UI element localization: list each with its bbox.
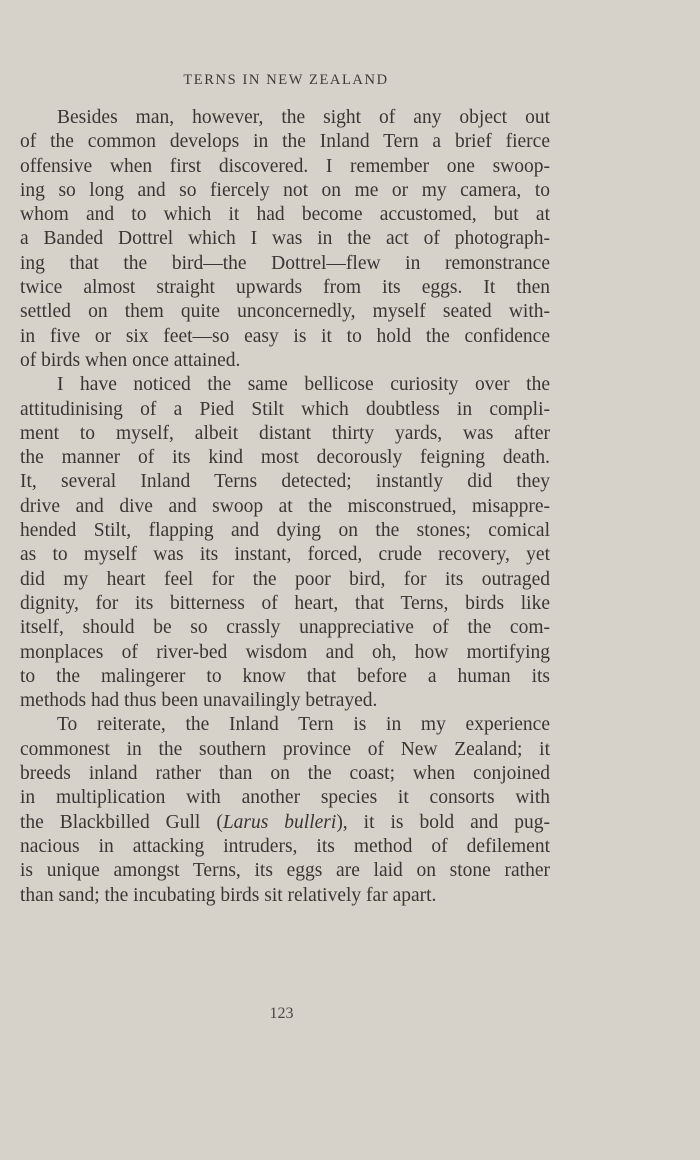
text-line: monplaces of river-bed wisdom and oh, how mortifying: [20, 641, 550, 663]
text-line: in five or six feet—so easy is it to hold the confidence: [20, 325, 550, 347]
text-line: itself, should be so crassly unappreciative of the com-: [20, 617, 550, 639]
text-line: nacious in attacking intruders, its method of defilement: [20, 835, 550, 857]
text-line: [20, 811, 550, 835]
text-line: to the malingerer to know that before a human its: [20, 665, 550, 687]
text-line: commonest in the southern province of New Zealand; it: [20, 738, 550, 760]
text-line: drive and dive and swoop at the misconstrued, misappre-: [20, 495, 550, 517]
text-line: twice almost straight upwards from its eggs. It then: [20, 277, 550, 299]
text-line: is unique amongst Terns, its eggs are laid on stone rather: [20, 860, 550, 882]
text-line: Besides man, however, the sight of any object out: [57, 107, 550, 128]
species-name: Larus bulleri: [222, 811, 337, 833]
text-run: ), it is bold and pug-: [336, 811, 550, 833]
text-line: It, several Inland Terns detected; instantly did they: [20, 471, 550, 493]
text-line: dignity, for its bitterness of heart, that Terns, birds like: [20, 592, 550, 614]
text-line: hended Stilt, flapping and dying on the stones; comical: [20, 520, 550, 542]
text-line: ing so long and so fiercely not on me or my camera, to: [20, 179, 550, 201]
text-line: than sand; the incubating birds sit relatively far apart.: [20, 884, 437, 906]
text-line: To reiterate, the Inland Tern is in my experience: [57, 714, 550, 736]
text-line: of birds when once attained.: [20, 349, 241, 371]
text-line: as to myself was its instant, forced, crude recovery, yet: [20, 544, 550, 566]
text-line: methods had thus been unavailingly betrayed.: [20, 690, 378, 712]
body-text: [20, 106, 550, 908]
text-line: I have noticed the same bellicose curiosity over the: [57, 374, 550, 396]
text-line: settled on them quite unconcernedly, myself seated with-: [20, 301, 550, 323]
text-line: offensive when first discovered. I remember one swoop-: [20, 155, 550, 177]
text-line: did my heart feel for the poor bird, for its outraged: [20, 568, 550, 590]
text-line: of the common develops in the Inland Tern a brief fierce: [20, 131, 550, 153]
text-line: breeds inland rather than on the coast; when conjoined: [20, 763, 550, 785]
running-head: TERNS IN NEW ZEALAND: [183, 72, 389, 88]
text-line: attitudinising of a Pied Stilt which doubtless in compli-: [20, 398, 550, 420]
text-run: the Blackbilled Gull (: [20, 811, 223, 833]
text-line: the manner of its kind most decorously feigning death.: [20, 447, 550, 469]
text-line: ing that the bird—the Dottrel—flew in remonstrance: [20, 252, 550, 274]
text-line: a Banded Dottrel which I was in the act of photograph-: [20, 228, 550, 250]
text-line: ment to myself, albeit distant thirty yards, was after: [20, 422, 550, 444]
page-number: 123: [269, 1005, 294, 1022]
text-line: whom and to which it had become accustomed, but at: [20, 204, 550, 226]
text-line: in multiplication with another species it consorts with: [20, 787, 550, 809]
